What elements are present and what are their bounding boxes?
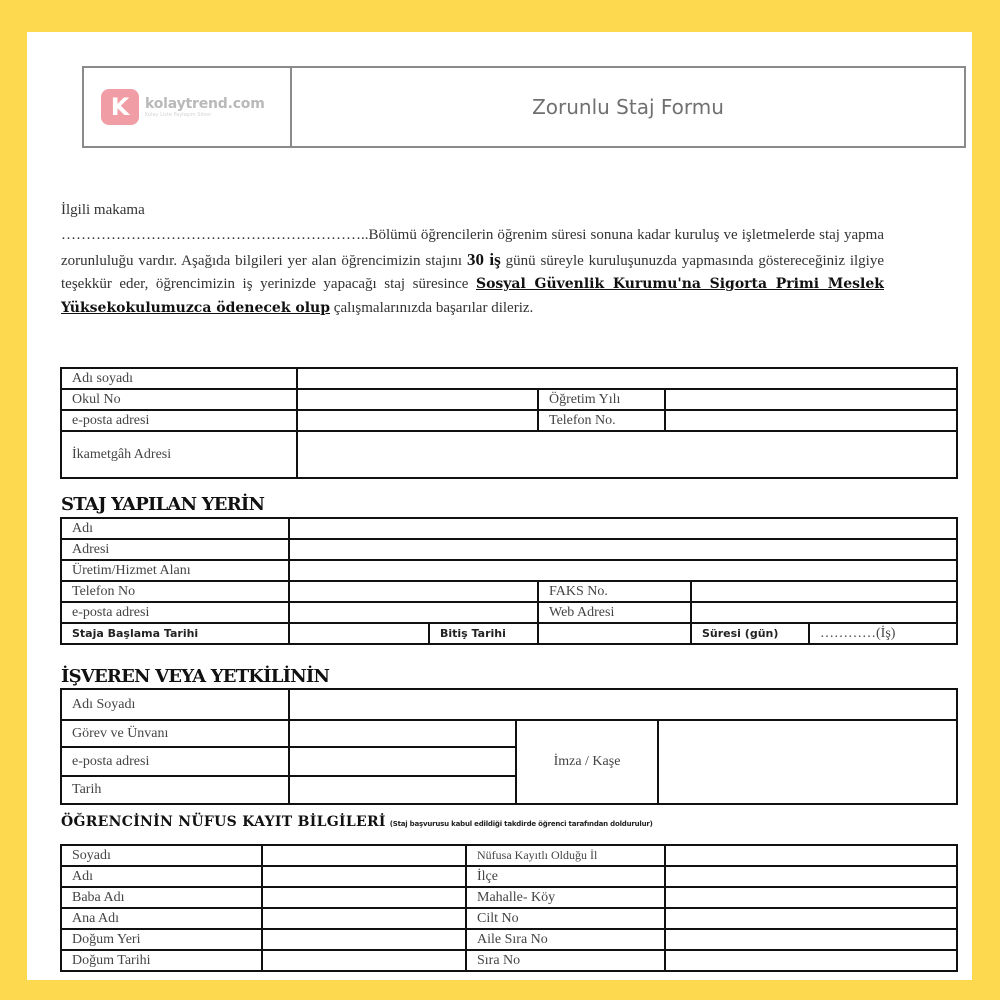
father-name-field[interactable] [262,887,466,908]
residence-address-field[interactable] [297,431,957,478]
residence-address-label: İkametgâh Adresi [61,431,297,478]
table-row [61,368,957,389]
form-header [82,66,966,148]
neighborhood-field[interactable] [665,887,957,908]
service-area-field[interactable] [289,560,957,581]
registry-right-label: Aile Sıra No [466,929,665,950]
form-title: Zorunlu Staj Formu [532,95,724,119]
signature-stamp-field[interactable] [658,720,957,804]
registry-province-field[interactable] [665,845,957,866]
logo-text: kolaytrend.com [145,96,265,112]
table-row [61,845,957,866]
birthplace-field[interactable] [262,929,466,950]
start-date-label: Staja Başlama Tarihi [61,623,289,644]
employer-email-label: e-posta adresi [61,747,289,776]
workplace-phone-label: Telefon No [61,581,289,602]
table-row [61,623,957,644]
logo [84,68,292,146]
registry-right-label: Sıra No [466,950,665,971]
registry-right-label: Cilt No [466,908,665,929]
district-field[interactable] [665,866,957,887]
registry-right-label: Mahalle- Köy [466,887,665,908]
signature-label: İmza / Kaşe [516,720,658,804]
workplace-email-label: e-posta adresi [61,602,289,623]
fax-label: FAKS No. [538,581,691,602]
table-row [61,518,957,539]
family-seq-no-field[interactable] [665,929,957,950]
volume-no-field[interactable] [665,908,957,929]
student-email-label: e-posta adresi [61,410,297,431]
employer-name-field[interactable] [289,689,957,720]
employer-email-field[interactable] [289,747,516,776]
student-name-field[interactable] [297,368,957,389]
employer-table [60,688,958,805]
registry-right-label: Nüfusa Kayıtlı Olduğu İl [466,845,665,866]
table-row [61,866,957,887]
duration-label: Süresi (gün) [691,623,809,644]
table-row [61,720,957,747]
workplace-table [60,517,958,645]
school-no-field[interactable] [297,389,538,410]
table-row [61,887,957,908]
logo-tagline: Kolay Liste Paylaşım Sitesi [145,112,211,118]
insurance-notice: Sosyal Güvenlik Kurumu'na Sigorta Primi Meslek Yüksekokulumuzca ödenecek olup [61,276,884,316]
internship-days: 30 iş [466,249,501,269]
workplace-phone-field[interactable] [289,581,538,602]
registry-left-label: Doğum Yeri [61,929,262,950]
registry-left-label: Ana Adı [61,908,262,929]
registry-left-label: Adı [61,866,262,887]
intro-paragraph: ……………………………………………………..Bölümü öğrencilerin öğrenim süresi sonuna kadar kuruluş ve işletmelerde staj yapma zorunluluğu vardır. Aşağıda bilgileri yer alan öğrencimizin stajını 30 iş günü süreyle kuruluşunuzda yapmasında göstereceğiniz ilgiye teşekkür eder, öğrencimizin iş yerinizde yapacağı staj süresince Sosyal Güvenlik Kurumu'na Sigorta Primi Meslek Yüksekokulumuzca ödenecek olup çalışmalarınızda başarılar dileriz. [61,227,885,316]
workplace-address-label: Adresi [61,539,289,560]
school-no-label: Okul No [61,389,297,410]
student-name-label: Adı soyadı [61,368,297,389]
birthdate-field[interactable] [262,950,466,971]
registry-left-label: Baba Adı [61,887,262,908]
table-row [61,908,957,929]
kolaytrend-logo-icon: K [101,89,139,125]
seq-no-field[interactable] [665,950,957,971]
student-phone-label: Telefon No. [538,410,665,431]
table-row [61,929,957,950]
table-row [61,431,957,478]
table-row [61,581,957,602]
student-info-table [60,367,958,479]
table-row [61,602,957,623]
web-address-field[interactable] [691,602,957,623]
employer-name-label: Adı Soyadı [61,689,289,720]
workplace-email-field[interactable] [289,602,538,623]
workplace-heading: STAJ YAPILAN YERİN [61,494,265,515]
workplace-name-label: Adı [61,518,289,539]
registry-left-label: Soyadı [61,845,262,866]
table-row [61,560,957,581]
workplace-address-field[interactable] [289,539,957,560]
table-row [61,950,957,971]
employer-date-label: Tarih [61,776,289,804]
web-address-label: Web Adresi [538,602,691,623]
registry-table [60,844,958,972]
duration-field[interactable]: …………(İş) [809,623,957,644]
start-date-field[interactable] [289,623,429,644]
workplace-name-field[interactable] [289,518,957,539]
end-date-field[interactable] [538,623,691,644]
fax-field[interactable] [691,581,957,602]
surname-field[interactable] [262,845,466,866]
registry-note: (Staj başvurusu kabul edildiği takdirde öğrenci tarafından doldurulur) [389,820,653,828]
employer-title-field[interactable] [289,720,516,747]
table-row [61,389,957,410]
employer-date-field[interactable] [289,776,516,804]
table-row [61,689,957,720]
salutation: İlgili makama [61,202,145,218]
service-area-label: Üretim/Hizmet Alanı [61,560,289,581]
academic-year-label: Öğretim Yılı [538,389,665,410]
mother-name-field[interactable] [262,908,466,929]
table-row [61,539,957,560]
academic-year-field[interactable] [665,389,957,410]
student-phone-field[interactable] [665,410,957,431]
employer-title-label: Görev ve Ünvanı [61,720,289,747]
registry-heading-line [61,813,653,831]
document-page [27,32,972,980]
first-name-field[interactable] [262,866,466,887]
registry-heading: ÖĞRENCİNİN NÜFUS KAYIT BİLGİLERİ [61,814,386,830]
end-date-label: Bitiş Tarihi [429,623,538,644]
employer-heading: İŞVEREN VEYA YETKİLİNİN [61,666,330,687]
registry-right-label: İlçe [466,866,665,887]
table-row [61,410,957,431]
registry-left-label: Doğum Tarihi [61,950,262,971]
student-email-field[interactable] [297,410,538,431]
